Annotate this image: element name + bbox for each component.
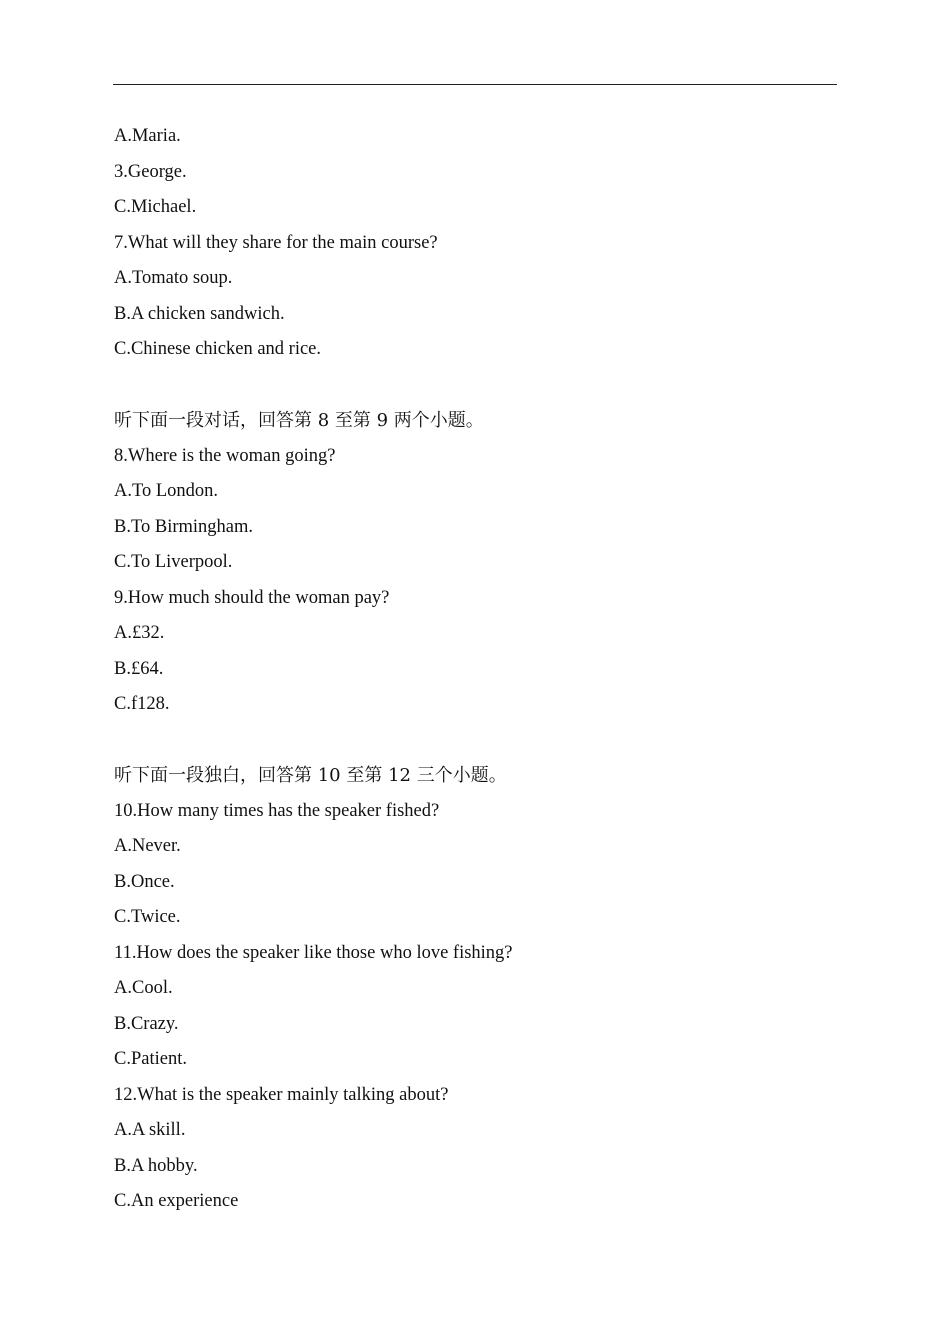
option-line: C.f128. — [114, 694, 170, 714]
question-10: 10.How many times has the speaker fished? — [114, 800, 440, 821]
question-block-8-9 — [114, 403, 834, 723]
header-rule — [113, 84, 837, 85]
question-block-7 — [114, 119, 834, 368]
question-8: 8.Where is the woman going? — [114, 445, 336, 466]
option-line: A.Never. — [114, 836, 181, 856]
option-line: A.To London. — [114, 481, 219, 501]
option-line: C.To Liverpool. — [114, 552, 233, 572]
option-line: A.Cool. — [114, 978, 173, 998]
page-content — [114, 119, 834, 1220]
option-line: A.£32. — [114, 623, 165, 643]
question-11: 11.How does the speaker like those who love fishing? — [114, 942, 513, 963]
option-line: C.Michael. — [114, 197, 197, 217]
option-line: 3.George. — [114, 161, 187, 182]
option-line: B.Crazy. — [114, 1013, 179, 1034]
option-line: B.Once. — [114, 871, 175, 892]
option-line: C.Patient. — [114, 1049, 187, 1069]
question-9: 9.How much should the woman pay? — [114, 587, 390, 608]
spacer — [114, 723, 834, 759]
question-12: 12.What is the speaker mainly talking about? — [114, 1084, 449, 1105]
option-line: A.A skill. — [114, 1120, 186, 1140]
option-line: A.Tomato soup. — [114, 268, 233, 288]
spacer — [114, 368, 834, 404]
option-line: B.To Birmingham. — [114, 516, 253, 537]
option-line: C.An experience — [114, 1191, 239, 1211]
section-instruction: 听下面一段独白，回答第 10 至第 12 三个小题。 — [114, 765, 507, 786]
option-line: A.Maria. — [114, 126, 181, 146]
option-line: B.£64. — [114, 658, 164, 679]
question-block-10-12 — [114, 758, 834, 1220]
option-line: C.Twice. — [114, 907, 181, 927]
option-line: B.A chicken sandwich. — [114, 303, 285, 324]
option-line: B.A hobby. — [114, 1155, 198, 1176]
section-instruction: 听下面一段对话，回答第 8 至第 9 两个小题。 — [114, 410, 484, 431]
option-line: C.Chinese chicken and rice. — [114, 339, 322, 359]
question-7: 7.What will they share for the main course? — [114, 232, 438, 253]
